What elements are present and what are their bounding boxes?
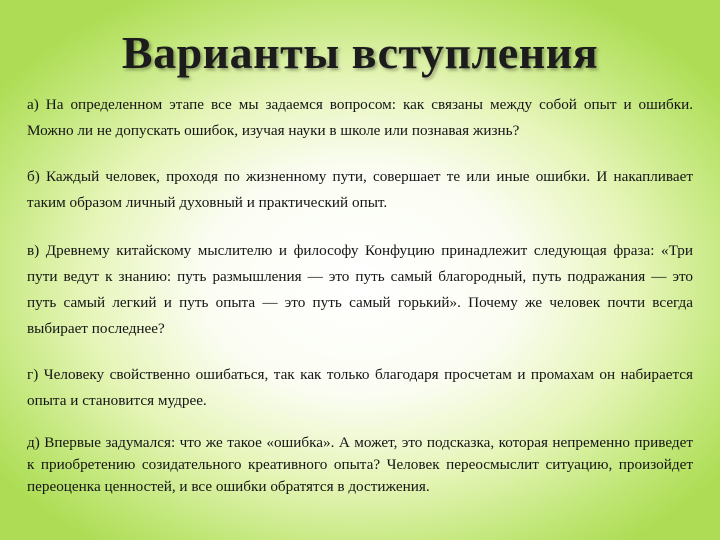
list-item-e: д) Впервые задумался: что же такое «ошибка». А может, это подсказка, которая непременно приведет к приобретению созидательного креативного опыта? Человек переосмыслит ситуацию, произойдет переоценка ценностей, и все ошибки обратятся в достижения. bbox=[27, 434, 693, 495]
slide-title: Варианты вступления bbox=[121, 27, 599, 78]
intro-variants-list bbox=[27, 92, 693, 512]
list-item-d: г) Человеку свойственно ошибаться, так как только благодаря просчетам и промахам он набирается опыта и становится мудрее. bbox=[27, 366, 693, 409]
list-item-a: а) На определенном этапе все мы задаемся вопросом: как связаны между собой опыт и ошибки. Можно ли не допускать ошибок, изучая науки в школе или познавая жизнь? bbox=[27, 96, 693, 139]
list-item-b: б) Каждый человек, проходя по жизненному пути, совершает те или иные ошибки. И накапливает таким образом личный духовный и практический опыт. bbox=[27, 168, 693, 211]
list-item-c: в) Древнему китайскому мыслителю и философу Конфуцию принадлежит следующая фраза: «Три пути ведут к знанию: путь размышления — это путь самый благородный, путь подражания — это путь самый легкий и путь опыта — это путь самый горький». Почему же человек почти всегда выбирает последнее? bbox=[27, 242, 693, 337]
